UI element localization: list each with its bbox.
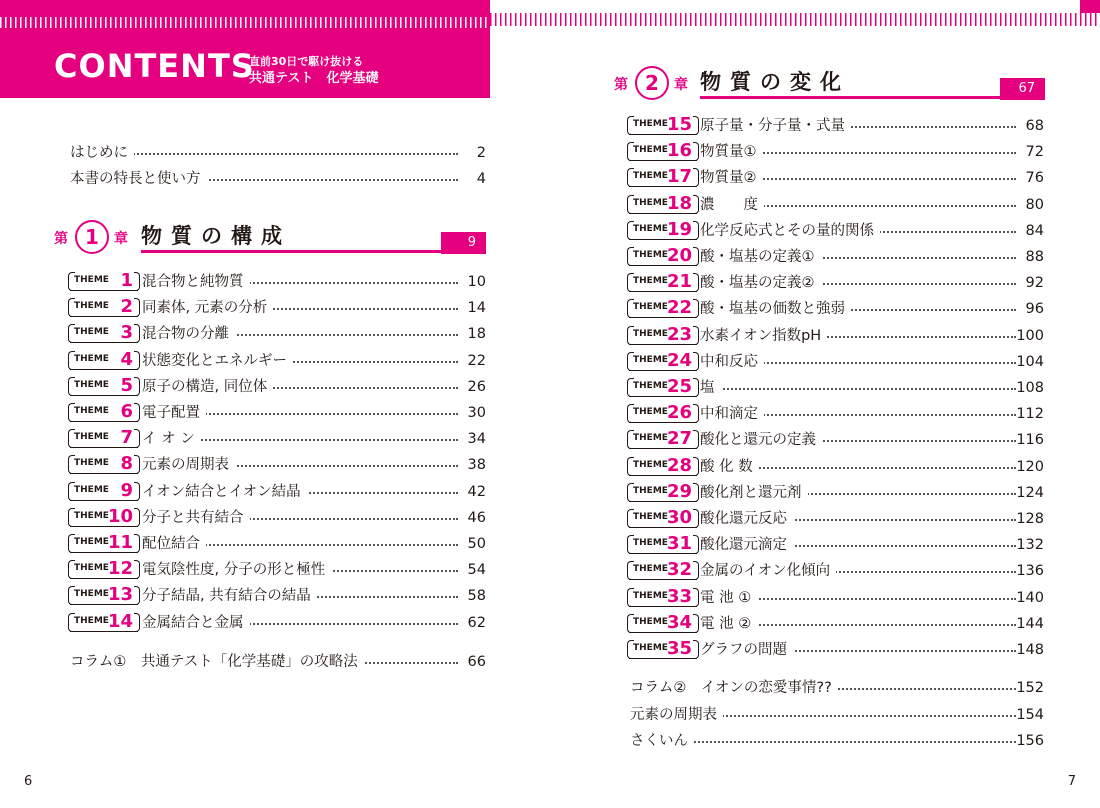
- chapter-suffix: 章: [114, 231, 128, 247]
- theme-entry[interactable]: [142, 375, 486, 399]
- theme-entry[interactable]: [700, 271, 1044, 295]
- theme-number: 31: [666, 533, 692, 555]
- badge-bracket-right: [693, 326, 699, 345]
- badge-bracket-right: [134, 429, 140, 448]
- theme-entry[interactable]: [700, 455, 1044, 479]
- badge-bracket-right: [134, 351, 140, 370]
- theme-label: THEME: [633, 643, 668, 653]
- chapter-underline: [700, 96, 1000, 99]
- entry-title: はじめに: [70, 141, 134, 165]
- theme-label: THEME: [633, 433, 668, 444]
- theme-entry[interactable]: [700, 324, 1044, 348]
- theme-label: THEME: [633, 407, 668, 418]
- theme-number: 14: [107, 610, 133, 632]
- book-title: 共通テスト 化学基礎: [249, 71, 379, 86]
- theme-entry[interactable]: [700, 507, 1044, 531]
- theme-label: THEME: [74, 615, 109, 626]
- badge-bracket-right: [693, 221, 699, 240]
- theme-badge: [627, 166, 699, 188]
- theme-badge: [627, 271, 699, 293]
- theme-number: 20: [666, 245, 692, 266]
- theme-label: THEME: [633, 512, 668, 522]
- chapter-2-heading: [614, 64, 1046, 104]
- entry-page: 156: [1016, 733, 1044, 749]
- entry-page: 88: [1025, 249, 1044, 265]
- entry-title: 水素イオン指数pH: [700, 324, 827, 348]
- toc-entry[interactable]: [70, 167, 486, 191]
- entry-title: 電 池 ①: [700, 586, 757, 610]
- theme-number: 6: [120, 401, 133, 422]
- entry-title: 中和滴定: [700, 402, 764, 426]
- entry-page: 136: [1016, 563, 1044, 580]
- badge-bracket-right: [693, 404, 699, 423]
- entry-title: 中和反応: [700, 350, 764, 374]
- theme-entry[interactable]: [700, 559, 1044, 583]
- theme-label: THEME: [633, 250, 668, 260]
- entry-title: コラム① 共通テスト「化学基礎」の攻略法: [70, 650, 364, 674]
- entry-page: 10: [467, 274, 486, 290]
- badge-bracket-right: [134, 508, 140, 527]
- chapter-page[interactable]: 67: [1000, 78, 1045, 100]
- theme-label: THEME: [633, 197, 668, 208]
- badge-bracket-right: [134, 534, 140, 553]
- toc-entry[interactable]: [630, 729, 1044, 753]
- theme-label: THEME: [74, 301, 109, 312]
- entry-page: 96: [1025, 301, 1044, 318]
- entry-title: グラフの問題: [700, 638, 793, 662]
- entry-title: 元素の周期表: [630, 703, 723, 727]
- theme-label: THEME: [633, 119, 668, 129]
- entry-page: 108: [1016, 380, 1044, 396]
- entry-title: 金属結合と金属: [142, 611, 250, 635]
- badge-bracket-right: [693, 299, 699, 318]
- theme-label: THEME: [74, 589, 109, 600]
- entry-title: 電子配置: [142, 401, 206, 425]
- entry-page: 100: [1016, 327, 1044, 344]
- badge-bracket-right: [693, 168, 699, 187]
- badge-bracket-right: [134, 403, 140, 422]
- badge-bracket-right: [693, 457, 699, 476]
- theme-entry[interactable]: [142, 584, 486, 608]
- theme-number: 12: [107, 558, 133, 580]
- theme-entry[interactable]: [700, 193, 1044, 217]
- theme-entry[interactable]: [700, 481, 1044, 505]
- theme-label: THEME: [74, 327, 109, 338]
- theme-number: 26: [666, 402, 692, 424]
- theme-badge: [68, 427, 140, 449]
- theme-badge: [627, 507, 699, 529]
- entry-title: 金属のイオン化傾向: [700, 559, 836, 583]
- theme-number: 5: [120, 374, 133, 396]
- entry-page: 72: [1025, 144, 1044, 161]
- theme-label: THEME: [633, 302, 668, 313]
- entry-title: 物質量①: [700, 140, 763, 164]
- toc-entry[interactable]: [70, 141, 486, 165]
- theme-badge: [627, 533, 699, 555]
- entry-page: 112: [1016, 406, 1044, 423]
- book-subtitle: 直前30日で駆け抜ける: [249, 55, 364, 68]
- theme-label: THEME: [74, 406, 109, 416]
- entry-title: 原子量・分子量・式量: [700, 114, 851, 138]
- entry-page: 22: [467, 352, 486, 369]
- entry-title: 酸・塩基の定義①: [700, 245, 821, 269]
- entry-title: 電 池 ②: [700, 612, 757, 636]
- theme-label: THEME: [633, 171, 668, 182]
- theme-badge: [68, 584, 140, 606]
- entry-title: 配位結合: [142, 532, 206, 556]
- theme-label: THEME: [74, 432, 109, 443]
- chapter-1-heading: [54, 218, 486, 258]
- entry-title: 酸化剤と還元剤: [700, 481, 808, 505]
- theme-entry[interactable]: [700, 219, 1044, 243]
- theme-number: 17: [666, 166, 692, 188]
- badge-bracket-right: [134, 560, 140, 579]
- badge-bracket-right: [134, 613, 140, 632]
- badge-bracket-right: [134, 272, 140, 291]
- theme-entry[interactable]: [142, 506, 486, 530]
- theme-entry[interactable]: [142, 480, 486, 504]
- theme-entry[interactable]: [142, 349, 486, 373]
- theme-entry[interactable]: [700, 166, 1044, 190]
- entry-page: 116: [1016, 432, 1044, 449]
- page-number-right: 7: [1067, 774, 1076, 789]
- entry-title: イオン結合とイオン結晶: [142, 480, 307, 504]
- theme-entry[interactable]: [700, 297, 1044, 321]
- entry-title: 塩: [700, 376, 721, 400]
- theme-entry[interactable]: [700, 114, 1044, 138]
- theme-badge: [68, 270, 140, 292]
- theme-entry[interactable]: [700, 428, 1044, 452]
- badge-bracket-right: [693, 378, 699, 397]
- theme-number: 30: [666, 507, 692, 528]
- badge-bracket-right: [693, 561, 699, 580]
- entry-title: 状態変化とエネルギー: [142, 349, 293, 373]
- entry-page: 84: [1025, 222, 1044, 239]
- chapter-page[interactable]: 9: [441, 232, 486, 254]
- page-number-left: 6: [24, 774, 33, 789]
- badge-bracket-right: [134, 482, 140, 501]
- chapter-title: 物質の変化: [700, 70, 850, 94]
- theme-badge: [68, 480, 140, 502]
- theme-entry[interactable]: [142, 453, 486, 477]
- badge-bracket-right: [134, 377, 140, 396]
- theme-number: 32: [666, 559, 692, 581]
- theme-label: THEME: [633, 485, 668, 496]
- entry-page: 132: [1016, 537, 1044, 554]
- badge-bracket-right: [693, 588, 699, 607]
- chapter-underline: [141, 250, 441, 253]
- theme-entry[interactable]: [142, 427, 486, 451]
- theme-number: 33: [666, 585, 692, 607]
- badge-bracket-right: [693, 640, 699, 659]
- entry-title: 酸・塩基の価数と強弱: [700, 297, 851, 321]
- entry-title: 原子の構造, 同位体: [142, 375, 273, 399]
- dot-leader: [700, 388, 1016, 390]
- theme-badge: [627, 219, 699, 241]
- entry-title: 物質量②: [700, 166, 763, 190]
- theme-number: 27: [666, 428, 692, 450]
- theme-badge: [627, 455, 699, 477]
- theme-badge: [627, 428, 699, 450]
- entry-page: 38: [467, 457, 486, 474]
- theme-number: 18: [666, 192, 692, 214]
- theme-badge: [627, 140, 699, 162]
- theme-entry[interactable]: [700, 350, 1044, 374]
- theme-label: THEME: [633, 538, 668, 549]
- badge-bracket-right: [693, 535, 699, 554]
- theme-badge: [627, 481, 699, 503]
- theme-number: 10: [107, 505, 133, 527]
- theme-label: THEME: [74, 537, 109, 547]
- badge-bracket-right: [693, 195, 699, 214]
- badge-bracket-right: [693, 142, 699, 161]
- toc-entry[interactable]: [630, 703, 1044, 727]
- theme-entry[interactable]: [142, 532, 486, 556]
- chapter-number: 1: [75, 220, 109, 254]
- theme-entry[interactable]: [142, 296, 486, 320]
- entry-page: 30: [467, 405, 486, 421]
- badge-bracket-right: [693, 483, 699, 502]
- entry-title: 分子結晶, 共有結合の結晶: [142, 584, 317, 608]
- entry-title: 酸化と還元の定義: [700, 428, 822, 452]
- header-corner-block: [1080, 0, 1100, 13]
- theme-label: THEME: [74, 275, 109, 285]
- theme-badge: [627, 638, 699, 660]
- theme-badge: [627, 114, 699, 136]
- theme-number: 24: [666, 349, 692, 371]
- chapter-prefix: 第: [614, 77, 628, 93]
- theme-number: 2: [120, 296, 133, 318]
- theme-entry[interactable]: [700, 140, 1044, 164]
- badge-bracket-right: [693, 247, 699, 266]
- theme-label: THEME: [633, 381, 668, 391]
- entry-page: 144: [1016, 615, 1044, 632]
- theme-number: 21: [666, 271, 692, 293]
- entry-page: 14: [467, 300, 486, 317]
- theme-number: 35: [666, 638, 692, 659]
- entry-page: 76: [1025, 170, 1044, 187]
- theme-label: THEME: [74, 510, 109, 521]
- theme-entry[interactable]: [142, 611, 486, 635]
- theme-badge: [68, 401, 140, 423]
- chapter-title: 物質の構成: [141, 224, 291, 248]
- entry-page: 50: [467, 536, 486, 552]
- entry-title: 濃 度: [700, 193, 764, 217]
- theme-badge: [627, 586, 699, 608]
- entry-title: 混合物と純物質: [142, 270, 250, 294]
- entry-page: 120: [1016, 458, 1044, 475]
- theme-number: 15: [666, 114, 692, 135]
- theme-number: 16: [666, 140, 692, 162]
- theme-label: THEME: [633, 354, 668, 365]
- entry-title: コラム② イオンの恋愛事情??: [630, 676, 838, 700]
- entry-page: 92: [1025, 275, 1044, 292]
- theme-label: THEME: [633, 590, 668, 601]
- toc-entry[interactable]: [630, 676, 1044, 700]
- theme-badge: [627, 193, 699, 215]
- entry-page: 26: [467, 378, 486, 395]
- theme-number: 13: [107, 584, 133, 606]
- entry-page: 66: [467, 654, 486, 670]
- theme-label: THEME: [74, 458, 109, 469]
- entry-page: 42: [467, 483, 486, 500]
- entry-page: 152: [1016, 680, 1044, 696]
- entry-page: 58: [467, 588, 486, 605]
- entry-page: 104: [1016, 353, 1044, 370]
- entry-page: 62: [467, 614, 486, 631]
- theme-number: 9: [120, 479, 133, 501]
- theme-badge: [68, 375, 140, 397]
- theme-badge: [68, 506, 140, 528]
- entry-page: 128: [1016, 511, 1044, 527]
- entry-title: 元素の周期表: [142, 453, 235, 477]
- theme-number: 28: [666, 454, 692, 476]
- entry-title: 酸化還元反応: [700, 507, 793, 531]
- entry-title: 酸 化 数: [700, 455, 759, 479]
- theme-badge: [68, 558, 140, 580]
- entry-page: 124: [1016, 484, 1044, 501]
- header-perforation: [0, 17, 490, 28]
- entry-page: 154: [1016, 706, 1044, 723]
- theme-label: THEME: [633, 328, 668, 339]
- badge-bracket-right: [693, 509, 699, 528]
- theme-entry[interactable]: [700, 612, 1044, 636]
- theme-number: 22: [666, 297, 692, 319]
- theme-label: THEME: [74, 379, 109, 390]
- theme-entry[interactable]: [142, 270, 486, 294]
- theme-entry[interactable]: [700, 638, 1044, 662]
- entry-title: 分子と共有結合: [142, 506, 250, 530]
- badge-bracket-right: [693, 430, 699, 449]
- badge-bracket-right: [693, 116, 699, 135]
- entry-title: 混合物の分離: [142, 322, 235, 346]
- entry-page: 2: [476, 145, 486, 161]
- theme-label: THEME: [633, 145, 668, 156]
- theme-entry[interactable]: [700, 376, 1044, 400]
- entry-page: 46: [467, 509, 486, 526]
- theme-number: 8: [120, 453, 133, 475]
- theme-number: 25: [666, 376, 692, 397]
- theme-label: THEME: [633, 616, 668, 627]
- theme-label: THEME: [633, 276, 668, 287]
- theme-badge: [627, 402, 699, 424]
- entry-title: 酸化還元滴定: [700, 533, 793, 557]
- theme-label: THEME: [74, 353, 109, 364]
- theme-number: 29: [666, 480, 692, 502]
- badge-bracket-right: [134, 298, 140, 317]
- theme-label: THEME: [74, 563, 109, 574]
- header-perforation-right: [490, 13, 1100, 26]
- entry-title: さくいん: [630, 729, 694, 753]
- theme-badge: [68, 349, 140, 371]
- chapter-suffix: 章: [674, 77, 688, 93]
- theme-label: THEME: [633, 564, 668, 575]
- theme-number: 1: [120, 270, 133, 291]
- badge-bracket-right: [693, 352, 699, 371]
- theme-label: THEME: [74, 484, 109, 495]
- theme-entry[interactable]: [700, 245, 1044, 269]
- theme-badge: [68, 453, 140, 475]
- chapter-prefix: 第: [54, 231, 68, 247]
- theme-entry[interactable]: [142, 322, 486, 346]
- theme-badge: [627, 376, 699, 398]
- theme-badge: [627, 612, 699, 634]
- entry-page: 34: [467, 431, 486, 448]
- entry-title: 化学反応式とその量的関係: [700, 219, 880, 243]
- column-entry[interactable]: [70, 650, 486, 674]
- theme-badge: [68, 322, 140, 344]
- chapter-number: 2: [635, 66, 669, 100]
- entry-page: 148: [1016, 642, 1044, 658]
- badge-bracket-right: [134, 324, 140, 343]
- theme-entry[interactable]: [142, 401, 486, 425]
- theme-entry[interactable]: [700, 586, 1044, 610]
- theme-entry[interactable]: [700, 533, 1044, 557]
- theme-entry[interactable]: [700, 402, 1044, 426]
- badge-bracket-right: [134, 586, 140, 605]
- theme-label: THEME: [633, 459, 668, 470]
- theme-entry[interactable]: [142, 558, 486, 582]
- theme-number: 19: [666, 218, 692, 240]
- theme-badge: [68, 296, 140, 318]
- theme-label: THEME: [633, 223, 668, 234]
- entry-page: 4: [476, 171, 486, 187]
- theme-badge: [627, 297, 699, 319]
- entry-title: イ オ ン: [142, 427, 201, 451]
- entry-page: 54: [467, 562, 486, 579]
- theme-badge: [627, 324, 699, 346]
- entry-page: 80: [1025, 196, 1044, 213]
- theme-badge: [627, 350, 699, 372]
- entry-title: 本書の特長と使い方: [70, 167, 207, 191]
- theme-number: 34: [666, 611, 692, 633]
- contents-title: CONTENTS: [54, 47, 255, 85]
- theme-badge: [68, 532, 140, 554]
- theme-badge: [68, 611, 140, 633]
- badge-bracket-right: [693, 273, 699, 292]
- entry-title: 電気陰性度, 分子の形と極性: [142, 558, 331, 582]
- entry-page: 68: [1025, 118, 1044, 134]
- theme-badge: [627, 559, 699, 581]
- badge-bracket-right: [134, 455, 140, 474]
- theme-number: 11: [107, 532, 133, 553]
- theme-number: 4: [120, 348, 133, 370]
- theme-number: 7: [120, 427, 133, 449]
- theme-number: 3: [120, 322, 133, 344]
- entry-title: 同素体, 元素の分析: [142, 296, 273, 320]
- badge-bracket-right: [693, 614, 699, 633]
- entry-title: 酸・塩基の定義②: [700, 271, 821, 295]
- theme-number: 23: [666, 323, 692, 345]
- theme-badge: [627, 245, 699, 267]
- entry-page: 140: [1016, 589, 1044, 606]
- entry-page: 18: [467, 326, 486, 343]
